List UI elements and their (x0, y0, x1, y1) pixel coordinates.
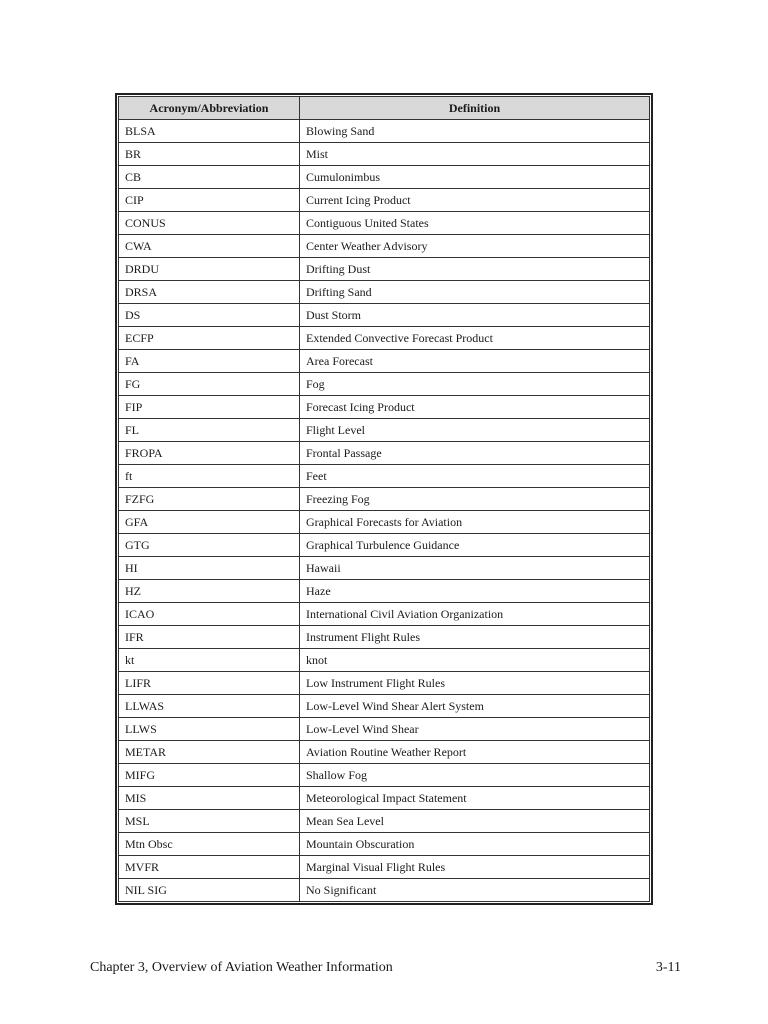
acronym-cell: HZ (119, 580, 300, 603)
acronym-cell: FG (119, 373, 300, 396)
definition-cell: Forecast Icing Product (300, 396, 650, 419)
table-row (119, 143, 650, 166)
acronym-cell: BLSA (119, 120, 300, 143)
acronym-table-frame (115, 93, 653, 905)
acronym-cell: MIFG (119, 764, 300, 787)
definition-cell: Low-Level Wind Shear Alert System (300, 695, 650, 718)
table-row (119, 810, 650, 833)
acronym-cell: ICAO (119, 603, 300, 626)
table-row (119, 695, 650, 718)
table-row (119, 258, 650, 281)
definition-cell: Dust Storm (300, 304, 650, 327)
definition-cell: knot (300, 649, 650, 672)
acronym-cell: CWA (119, 235, 300, 258)
definition-cell: Fog (300, 373, 650, 396)
acronym-cell: NIL SIG (119, 879, 300, 902)
acronym-cell: kt (119, 649, 300, 672)
definition-cell: Center Weather Advisory (300, 235, 650, 258)
table-row (119, 281, 650, 304)
definition-cell: Feet (300, 465, 650, 488)
acronym-cell: ECFP (119, 327, 300, 350)
acronym-cell: ft (119, 465, 300, 488)
definition-cell: Graphical Forecasts for Aviation (300, 511, 650, 534)
table-row (119, 327, 650, 350)
acronym-cell: GFA (119, 511, 300, 534)
table-row (119, 120, 650, 143)
acronym-cell: DRSA (119, 281, 300, 304)
acronym-cell: CB (119, 166, 300, 189)
definition-cell: Mountain Obscuration (300, 833, 650, 856)
acronym-cell: FZFG (119, 488, 300, 511)
definition-cell: International Civil Aviation Organization (300, 603, 650, 626)
acronym-cell: MIS (119, 787, 300, 810)
acronym-cell: LLWS (119, 718, 300, 741)
table-row (119, 856, 650, 879)
table-row (119, 189, 650, 212)
table-row (119, 879, 650, 902)
table-row (119, 764, 650, 787)
acronym-cell: IFR (119, 626, 300, 649)
definition-cell: Blowing Sand (300, 120, 650, 143)
definition-cell: Flight Level (300, 419, 650, 442)
acronym-cell: FA (119, 350, 300, 373)
acronym-cell: LLWAS (119, 695, 300, 718)
definition-cell: Graphical Turbulence Guidance (300, 534, 650, 557)
acronym-cell: CONUS (119, 212, 300, 235)
definition-cell: Cumulonimbus (300, 166, 650, 189)
acronym-cell: MSL (119, 810, 300, 833)
table-row (119, 534, 650, 557)
definition-cell: Extended Convective Forecast Product (300, 327, 650, 350)
table-row (119, 649, 650, 672)
definition-cell: Low-Level Wind Shear (300, 718, 650, 741)
table-row (119, 419, 650, 442)
table-row (119, 787, 650, 810)
table-row (119, 672, 650, 695)
table-header-row (119, 97, 650, 120)
definition-cell: Aviation Routine Weather Report (300, 741, 650, 764)
definition-cell: Instrument Flight Rules (300, 626, 650, 649)
table-row (119, 396, 650, 419)
table-row (119, 465, 650, 488)
definition-cell: Low Instrument Flight Rules (300, 672, 650, 695)
definition-cell: Mean Sea Level (300, 810, 650, 833)
table-row (119, 212, 650, 235)
table-row (119, 235, 650, 258)
table-row (119, 304, 650, 327)
definition-cell: Shallow Fog (300, 764, 650, 787)
definition-cell: Drifting Dust (300, 258, 650, 281)
acronym-cell: CIP (119, 189, 300, 212)
table-row (119, 626, 650, 649)
acronym-cell: FL (119, 419, 300, 442)
acronym-cell: FIP (119, 396, 300, 419)
table-row (119, 442, 650, 465)
table-row (119, 603, 650, 626)
definition-cell: Contiguous United States (300, 212, 650, 235)
header-acronym: Acronym/Abbreviation (119, 97, 300, 120)
table-row (119, 741, 650, 764)
acronym-cell: FROPA (119, 442, 300, 465)
acronym-cell: MVFR (119, 856, 300, 879)
table-row (119, 166, 650, 189)
table-row (119, 511, 650, 534)
definition-cell: No Significant (300, 879, 650, 902)
acronym-cell: BR (119, 143, 300, 166)
table-row (119, 718, 650, 741)
definition-cell: Meteorological Impact Statement (300, 787, 650, 810)
acronym-cell: HI (119, 557, 300, 580)
definition-cell: Area Forecast (300, 350, 650, 373)
table-row (119, 580, 650, 603)
acronym-cell: METAR (119, 741, 300, 764)
definition-cell: Freezing Fog (300, 488, 650, 511)
table-row (119, 350, 650, 373)
header-definition: Definition (300, 97, 650, 120)
acronym-cell: Mtn Obsc (119, 833, 300, 856)
definition-cell: Drifting Sand (300, 281, 650, 304)
footer-chapter-title: Chapter 3, Overview of Aviation Weather Information (90, 960, 393, 975)
definition-cell: Haze (300, 580, 650, 603)
acronym-cell: LIFR (119, 672, 300, 695)
acronym-table (118, 96, 650, 902)
definition-cell: Frontal Passage (300, 442, 650, 465)
table-row (119, 557, 650, 580)
table-row (119, 488, 650, 511)
footer-page-number: 3-11 (655, 960, 681, 975)
definition-cell: Current Icing Product (300, 189, 650, 212)
table-body (119, 120, 650, 902)
definition-cell: Hawaii (300, 557, 650, 580)
definition-cell: Mist (300, 143, 650, 166)
table-row (119, 833, 650, 856)
definition-cell: Marginal Visual Flight Rules (300, 856, 650, 879)
page-footer (90, 960, 681, 976)
table-row (119, 373, 650, 396)
acronym-cell: GTG (119, 534, 300, 557)
acronym-cell: DS (119, 304, 300, 327)
acronym-cell: DRDU (119, 258, 300, 281)
